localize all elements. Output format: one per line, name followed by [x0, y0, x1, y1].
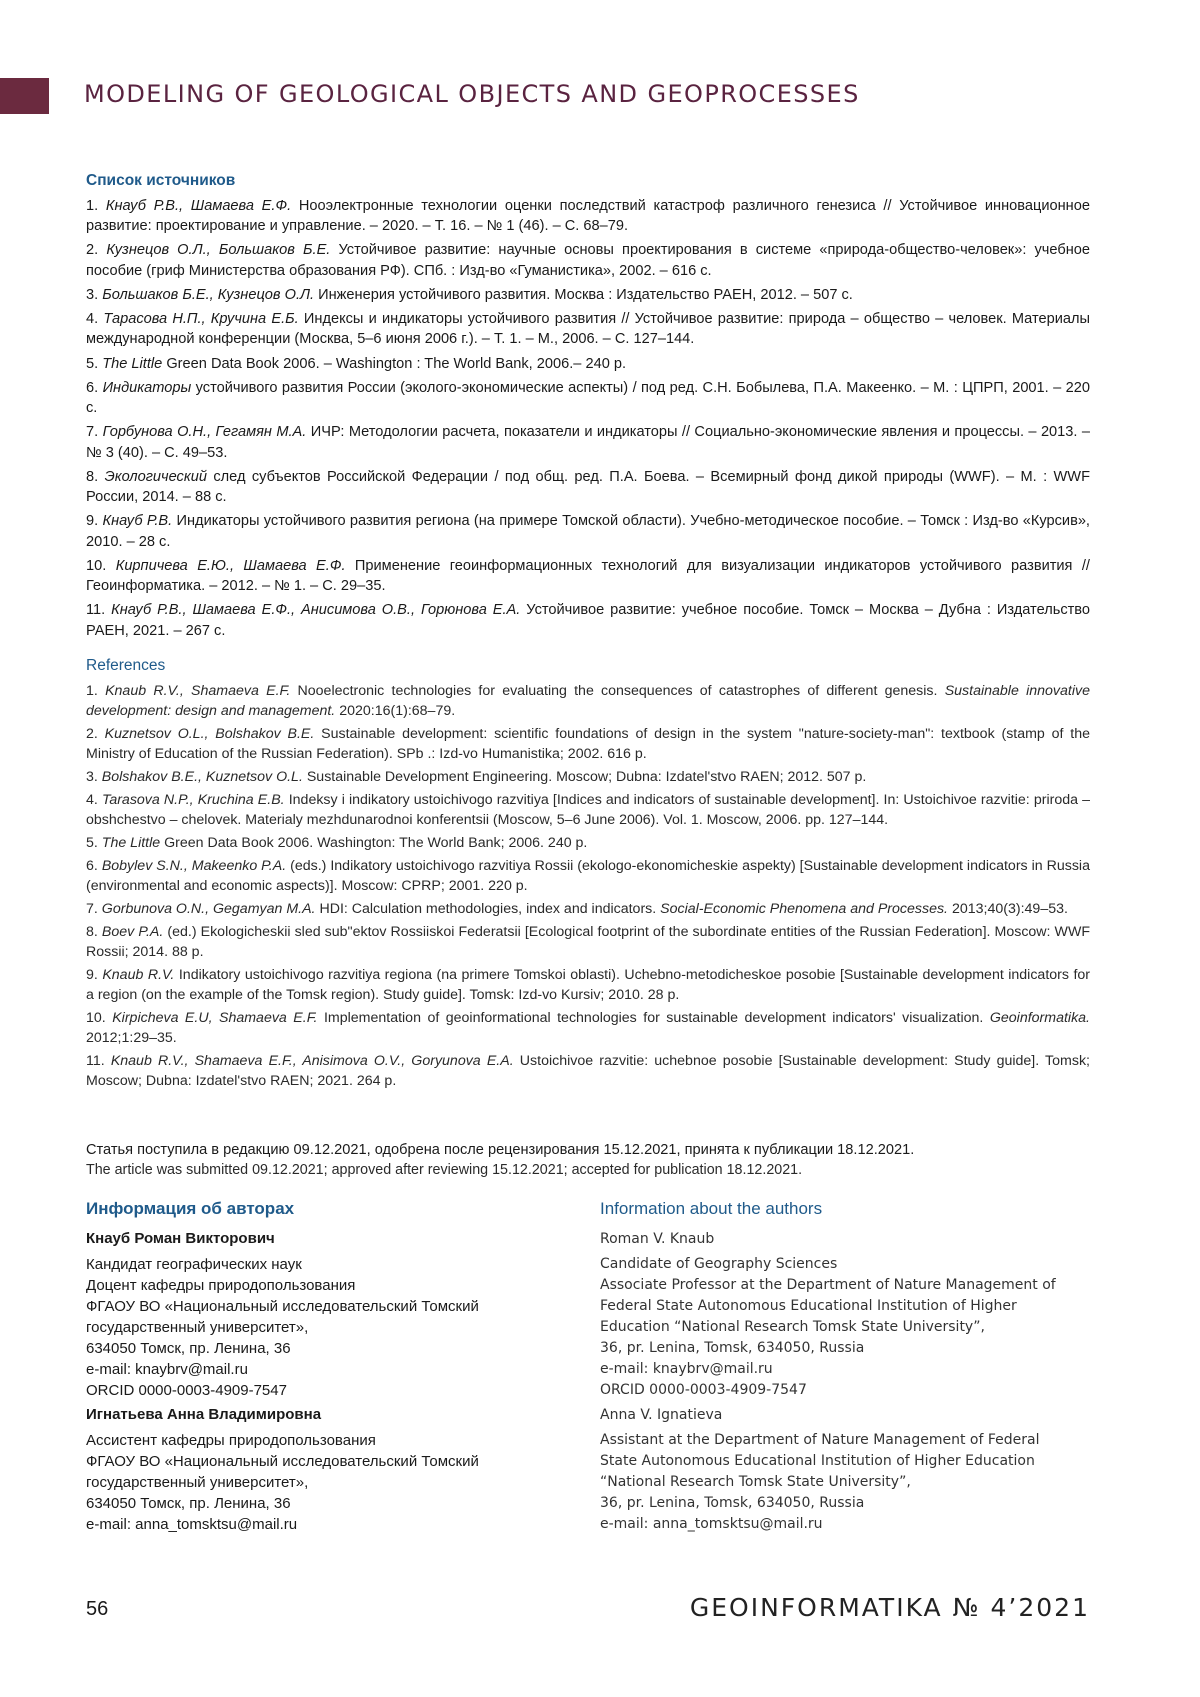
reference-authors: Knaub R.V.	[102, 966, 175, 983]
reference-item	[86, 899, 1090, 919]
reference-authors: Knaub R.V., Shamaeva E.F., Anisimova O.V., Goryunova E.A.	[110, 1053, 514, 1070]
reference-authors: Кнауб Р.В., Шамаева Е.Ф.	[105, 198, 292, 214]
reference-authors: Tarasova N.P., Kruchina E.B.	[101, 791, 285, 808]
reference-item	[86, 790, 1090, 831]
reference-authors: Горбунова О.Н., Гегамян М.А.	[102, 424, 307, 441]
reference-item	[86, 354, 1090, 374]
reference-number: 7.	[86, 900, 98, 917]
reference-authors: The Little	[101, 835, 161, 852]
reference-item	[86, 1051, 1090, 1092]
reference-authors: Экологический	[104, 468, 207, 485]
reference-tail: 2012;1:29–35.	[86, 1030, 177, 1047]
reference-text: Indeksy i indikatory ustoichivogo razvitiya [Indices and indicators of sustainable development]. In: Ustoichivoe razvitie: priroda – obshchestvo – chelovek. Materialy mezhdunarodnoi konferentsii (Moscow, 5–6 June 2006). Vol. 1. Moscow, 2006. pp. 127–144.	[86, 791, 1090, 829]
reference-authors: Тарасова Н.П., Кручина Е.Б.	[103, 311, 299, 328]
reference-number: 5.	[86, 355, 99, 372]
reference-item	[86, 856, 1090, 897]
references-en-list	[86, 681, 1090, 1094]
reference-text: Устойчивое развитие: учебное пособие. Томск – Москва – Дубна : Издательство РАЕН, 2021. – 267 с.	[86, 602, 1091, 639]
reference-authors: Kirpicheva E.U, Shamaeva E.F.	[112, 1009, 318, 1026]
reference-text: Индексы и индикаторы устойчивого развития // Устойчивое развитие: природа – общество – человек. Материалы международной конференции (Москва, 5–6 июня 2006 г.). – Т. 1. – М., 2006. – С. 127–144.	[86, 311, 1090, 348]
reference-number: 6.	[86, 379, 99, 396]
reference-text: Применение геоинформационных технологий для визуализации индикаторов устойчивого развития // Геоинформатика. – 2012. – № 1. – С. 29–35.	[86, 557, 1090, 595]
author-detail-line: Associate Professor at the Department of Nature Management of Federal State Autonomous Educational Institution of Higher Education “National Research Tomsk State University”,	[600, 1277, 1056, 1335]
author-detail-line: 634050 Томск, пр. Ленина, 36	[86, 1495, 291, 1512]
header-accent-bar	[0, 78, 49, 114]
reference-number: 2.	[86, 242, 99, 259]
reference-journal: Geoinformatika.	[989, 1009, 1091, 1026]
reference-item	[86, 378, 1090, 419]
authors-ru-title: Информация об авторах	[86, 1199, 295, 1218]
author-detail-line: ФГАОУ ВО «Национальный исследовательский Томский государственный университет»,	[86, 1298, 479, 1336]
reference-text: Индикаторы устойчивого развития региона (на примере Томской области). Учебно-методическое пособие. – Томск : Изд-во «Курсив», 2010. – 28 с.	[86, 513, 1090, 550]
reference-item	[86, 600, 1090, 641]
reference-item	[86, 422, 1090, 463]
reference-text: Green Data Book 2006. Washington: The World Bank; 2006. 240 p.	[164, 835, 588, 852]
reference-item	[86, 1008, 1090, 1049]
author-detail-line: Candidate of Geography Sciences	[600, 1256, 838, 1272]
reference-item	[86, 556, 1090, 597]
reference-authors: Большаков Б.Е., Кузнецов О.Л.	[102, 286, 315, 303]
authors-ru-column	[86, 1199, 556, 1535]
author-detail-line: e-mail: knaybrv@mail.ru	[86, 1361, 248, 1378]
reference-item	[86, 681, 1090, 722]
reference-item	[86, 922, 1090, 963]
reference-text: HDI: Calculation methodologies, index and indicators.	[319, 900, 657, 917]
reference-text: Nooelectronic technologies for evaluating the consequences of catastrophes of different genesis.	[297, 683, 938, 699]
reference-item	[86, 965, 1090, 1006]
reference-tail: 2013;40(3):49–53.	[951, 900, 1068, 917]
reference-text: Ustoichivoe razvitie: uchebnoe posobie [Sustainable development: Study guide]. Tomsk; Moscow; Dubna: Izdatel'stvo RAEN; 2021. 264 p.	[86, 1053, 1090, 1090]
reference-item	[86, 285, 1090, 305]
reference-text: Устойчивое развитие: научные основы проектирования в системе «природа-общество-человек»: учебное пособие (гриф Министерства образования РФ). СПб. : Изд-во «Гуманистика», 2002. – 616 с.	[86, 242, 1090, 279]
reference-authors: Индикаторы	[102, 379, 192, 396]
author-name: Roman V. Knaub	[600, 1231, 715, 1247]
reference-item	[86, 833, 1090, 853]
reference-item	[86, 240, 1090, 281]
author-detail-line: ФГАОУ ВО «Национальный исследовательский Томский государственный университет»,	[86, 1453, 479, 1491]
authors-en-title: Information about the authors	[600, 1199, 823, 1218]
reference-number: 10.	[86, 1009, 106, 1026]
submission-en: The article was submitted 09.12.2021; approved after reviewing 15.12.2021; accepted for publication 18.12.2021.	[86, 1162, 803, 1178]
reference-number: 2.	[86, 726, 98, 743]
reference-authors: Кнауб Р.В.	[102, 513, 173, 530]
reference-text: Нооэлектронные технологии оценки последствий катастроф различного генезиса // Устойчивое инновационное развитие: проектирование и управление. – 2020. – Т. 16. – № 1 (46). – С. 68–79.	[86, 198, 1090, 235]
journal-name: GEOINFORMATIKA № 4’2021	[689, 1593, 1090, 1622]
reference-item	[86, 767, 1090, 787]
reference-text: (ed.) Ekologicheskii sled sub"ektov Rossiiskoi Federatsii [Ecological footprint of the subordinate entities of the Russian Federation]. Moscow: WWF Rossii; 2014. 88 p.	[86, 923, 1091, 961]
reference-journal: Social-Economic Phenomena and Processes.	[660, 900, 949, 917]
author-detail-line: 634050 Томск, пр. Ленина, 36	[86, 1340, 291, 1357]
reference-number: 6.	[86, 857, 98, 874]
reference-number: 3.	[86, 286, 99, 303]
author-detail-line: 36, pr. Lenina, Tomsk, 634050, Russia	[600, 1340, 865, 1356]
references-en-title: References	[86, 657, 166, 674]
reference-text: Indikatory ustoichivogo razvitiya regiona (na primere Tomskoi oblasti). Uchebno-metodicheskoe posobie [Sustainable development indicators for a region (on the example of the Tomsk region). Study guide]. Tomsk: Izd-vo Kursiv; 2010. 28 p.	[86, 966, 1090, 1004]
reference-tail: 2020:16(1):68–79.	[339, 703, 456, 720]
reference-authors: Gorbunova O.N., Gegamyan M.A.	[101, 900, 316, 917]
author-name: Кнауб Роман Викторович	[86, 1230, 275, 1247]
reference-number: 4.	[86, 311, 99, 328]
reference-number: 11.	[86, 1053, 105, 1070]
reference-authors: Bolshakov B.E., Kuznetsov O.L.	[101, 769, 303, 786]
reference-authors: The Little	[102, 355, 163, 372]
reference-number: 9.	[86, 513, 99, 530]
sources-ru-title: Список источников	[86, 172, 236, 189]
author-name: Anna V. Ignatieva	[600, 1407, 723, 1423]
author-detail-line: Кандидат географических наук	[86, 1256, 302, 1273]
reference-item	[86, 196, 1090, 237]
reference-text: Sustainable Development Engineering. Moscow; Dubna: Izdatel'stvo RAEN; 2012. 507 p.	[306, 769, 867, 786]
reference-authors: Кирпичева Е.Ю., Шамаева Е.Ф.	[115, 557, 346, 574]
reference-text: ИЧР: Методологии расчета, показатели и индикаторы // Социально-экономические явления и процессы. – 2013. – № 3 (40). – С. 49–53.	[86, 424, 1090, 461]
author-detail-line: e-mail: anna_tomsktsu@mail.ru	[600, 1516, 823, 1532]
author-detail-line: ORCID 0000-0003-4909-7547	[86, 1382, 287, 1399]
reference-number: 1.	[86, 683, 98, 699]
author-detail-line: e-mail: anna_tomsktsu@mail.ru	[86, 1516, 298, 1533]
reference-number: 1.	[86, 198, 99, 214]
reference-number: 9.	[86, 966, 98, 983]
page-number: 56	[86, 1598, 109, 1620]
author-detail-line: Доцент кафедры природопользования	[86, 1277, 356, 1294]
reference-item	[86, 467, 1090, 508]
reference-authors: Кузнецов О.Л., Большаков Б.Е.	[106, 242, 331, 259]
author-detail-line: ORCID 0000-0003-4909-7547	[600, 1382, 807, 1398]
reference-item	[86, 511, 1090, 552]
reference-authors: Knaub R.V., Shamaeva E.F.	[105, 683, 291, 699]
author-detail-line: 36, pr. Lenina, Tomsk, 634050, Russia	[600, 1495, 865, 1511]
reference-journal: Sustainable innovative development: design and management.	[86, 683, 1090, 720]
reference-text: Green Data Book 2006. – Washington : The World Bank, 2006.– 240 p.	[166, 355, 627, 372]
reference-number: 7.	[86, 424, 99, 441]
reference-authors: Boev P.A.	[101, 923, 164, 940]
reference-text: устойчивого развития России (эколого-экономические аспекты) / под ред. С.Н. Бобылева, П.А. Макеенко. – М. : ЦПРП, 2001. – 220 с.	[86, 379, 1090, 417]
reference-number: 10.	[86, 557, 107, 574]
reference-text: Инженерия устойчивого развития. Москва : Издательство РАЕН, 2012. – 507 с.	[318, 286, 853, 303]
reference-item	[86, 309, 1090, 350]
sources-ru-list	[86, 196, 1090, 645]
reference-number: 11.	[86, 602, 106, 619]
reference-authors: Kuznetsov O.L., Bolshakov B.E.	[104, 726, 315, 743]
author-detail-line: e-mail: knaybrv@mail.ru	[600, 1361, 773, 1377]
reference-number: 3.	[86, 769, 98, 786]
author-detail-line: Assistant at the Department of Nature Management of Federal State Autonomous Educational Institution of Higher Education “National Research Tomsk State University”,	[600, 1432, 1040, 1490]
reference-authors: Bobylev S.N., Makeenko P.A.	[101, 857, 287, 874]
reference-text: (eds.) Indikatory ustoichivogo razvitiya Rossii (ekologo-ekonomicheskie aspekty) [Sustainable development indicators in Russia (environmental and economic aspects)]. Moscow: CPRP; 2001. 220 p.	[86, 857, 1090, 895]
section-header-title: MODELING OF GEOLOGICAL OBJECTS AND GEOPROCESSES	[84, 80, 860, 108]
authors-en-column	[600, 1199, 1075, 1535]
submission-ru: Статья поступила в редакцию 09.12.2021, одобрена после рецензирования 15.12.2021, принята к публикации 18.12.2021.	[86, 1142, 915, 1158]
author-detail-line: Ассистент кафедры природопользования	[86, 1432, 376, 1449]
reference-number: 5.	[86, 835, 98, 852]
reference-number: 8.	[86, 468, 99, 485]
reference-authors: Кнауб Р.В., Шамаева Е.Ф., Анисимова О.В., Горюнова Е.А.	[111, 602, 521, 619]
reference-number: 4.	[86, 791, 98, 808]
reference-number: 8.	[86, 923, 98, 940]
submission-dates	[86, 1140, 1096, 1180]
reference-text: Sustainable development: scientific foundations of design in the system "nature-society-man": textbook (stamp of the Ministry of Education of the Russian Federation). SPb .: Izd-vo Humanistika; 2002. 616 p.	[86, 726, 1090, 763]
reference-text: Implementation of geoinformational technologies for sustainable development indicators' visualization.	[323, 1009, 984, 1026]
author-name: Игнатьева Анна Владимировна	[86, 1406, 322, 1423]
reference-text: след субъектов Российской Федерации / под общ. ред. П.А. Боева. – Всемирный фонд дикой природы (WWF). – М. : WWF России, 2014. – 88 с.	[86, 468, 1090, 506]
reference-item	[86, 724, 1090, 765]
